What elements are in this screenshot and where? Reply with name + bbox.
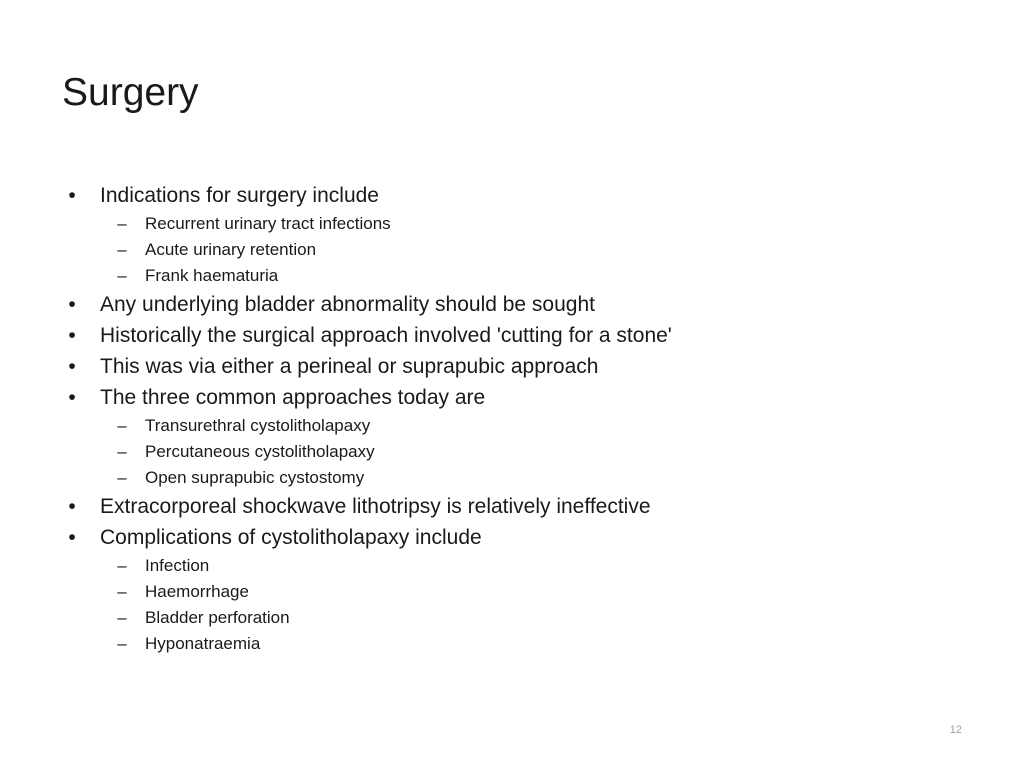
sub-item bbox=[62, 211, 962, 237]
bullet-text: Extracorporeal shockwave lithotripsy is relatively ineffective bbox=[100, 495, 651, 518]
dash-icon: – bbox=[117, 468, 127, 487]
dash-icon: – bbox=[117, 556, 127, 575]
sub-item-text: Recurrent urinary tract infections bbox=[145, 214, 391, 233]
bullet-row bbox=[62, 320, 962, 351]
bullet-item bbox=[62, 289, 962, 320]
bullet-row bbox=[62, 382, 962, 413]
sub-item bbox=[62, 413, 962, 439]
dash-icon: – bbox=[117, 214, 127, 233]
bullet-text: Indications for surgery include bbox=[100, 184, 379, 207]
bullet-text: This was via either a perineal or suprapubic approach bbox=[100, 355, 599, 378]
sub-item bbox=[62, 465, 962, 491]
bullet-icon: • bbox=[68, 355, 76, 378]
slide-title: Surgery bbox=[62, 71, 199, 114]
sub-item-text: Transurethral cystolitholapaxy bbox=[145, 416, 371, 435]
bullet-row bbox=[62, 522, 962, 553]
dash-icon: – bbox=[117, 634, 127, 653]
bullet-list bbox=[62, 180, 962, 657]
sub-item-text: Acute urinary retention bbox=[145, 240, 317, 259]
bullet-icon: • bbox=[68, 324, 76, 347]
bullet-text: Historically the surgical approach involved 'cutting for a stone' bbox=[100, 324, 672, 347]
bullet-item bbox=[62, 491, 962, 522]
bullet-icon: • bbox=[68, 526, 76, 549]
bullet-row bbox=[62, 180, 962, 211]
dash-icon: – bbox=[117, 416, 127, 435]
sub-item-text: Frank haematuria bbox=[145, 266, 279, 285]
dash-icon: – bbox=[117, 442, 127, 461]
bullet-item bbox=[62, 522, 962, 657]
dash-icon: – bbox=[117, 582, 127, 601]
sub-item bbox=[62, 605, 962, 631]
sub-item-text: Open suprapubic cystostomy bbox=[145, 468, 365, 487]
bullet-icon: • bbox=[68, 495, 76, 518]
dash-icon: – bbox=[117, 608, 127, 627]
bullet-item bbox=[62, 382, 962, 491]
sub-item-text: Percutaneous cystolitholapaxy bbox=[145, 442, 375, 461]
bullet-item bbox=[62, 351, 962, 382]
sub-list bbox=[62, 211, 962, 289]
sub-list bbox=[62, 413, 962, 491]
sub-item bbox=[62, 579, 962, 605]
bullet-icon: • bbox=[68, 386, 76, 409]
sub-item bbox=[62, 553, 962, 579]
sub-item-text: Infection bbox=[145, 556, 210, 575]
sub-item-text: Hyponatraemia bbox=[145, 634, 261, 653]
sub-item bbox=[62, 631, 962, 657]
bullet-item bbox=[62, 180, 962, 289]
bullet-text: Complications of cystolitholapaxy include bbox=[100, 526, 482, 549]
dash-icon: – bbox=[117, 266, 127, 285]
sub-item bbox=[62, 237, 962, 263]
bullet-row bbox=[62, 289, 962, 320]
sub-item bbox=[62, 439, 962, 465]
page-number: 12 bbox=[949, 724, 962, 736]
dash-icon: – bbox=[117, 240, 127, 259]
sub-list bbox=[62, 553, 962, 657]
bullet-text: The three common approaches today are bbox=[100, 386, 486, 409]
bullet-row bbox=[62, 491, 962, 522]
bullet-icon: • bbox=[68, 184, 76, 207]
bullet-item bbox=[62, 320, 962, 351]
bullet-row bbox=[62, 351, 962, 382]
sub-item bbox=[62, 263, 962, 289]
sub-item-text: Bladder perforation bbox=[145, 608, 290, 627]
sub-item-text: Haemorrhage bbox=[145, 582, 249, 601]
bullet-text: Any underlying bladder abnormality should be sought bbox=[100, 293, 595, 316]
bullet-icon: • bbox=[68, 293, 76, 316]
